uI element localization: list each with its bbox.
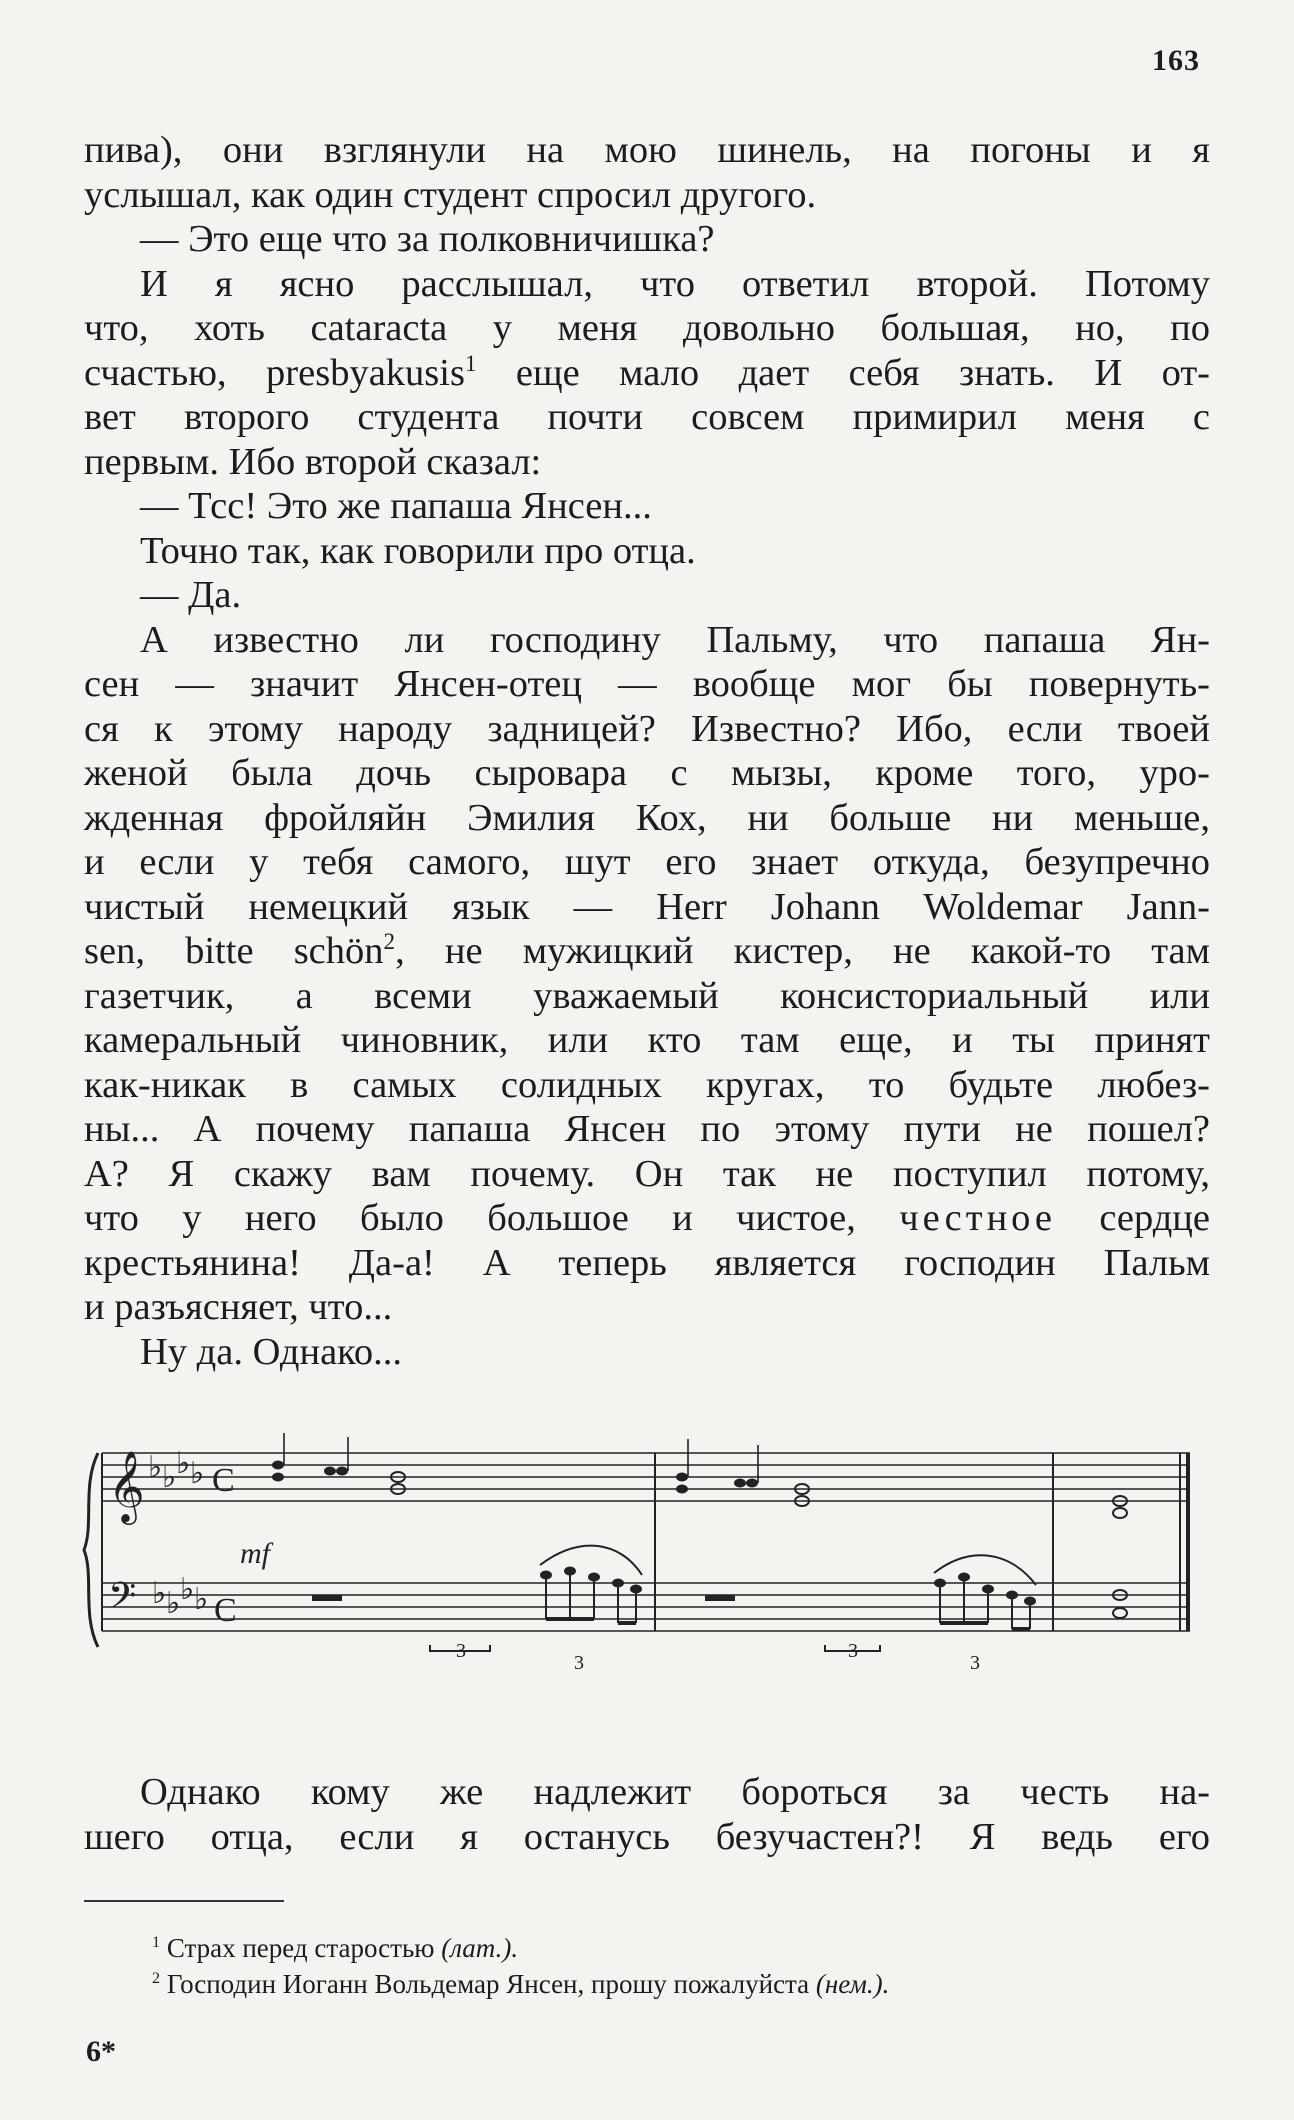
footnote-lang: (нем.). [815,1969,890,1999]
text-fragment: сердце [1055,1197,1210,1239]
svg-text:♭: ♭ [162,1460,177,1495]
text-line: женой была дочь сыровара с мызы, кроме того, уро- [84,752,1210,794]
text-line: ны... А почему папаша Янсен по этому пути не пошел? [84,1108,1210,1150]
svg-text:♭: ♭ [194,1582,209,1617]
chord-icon [272,1433,1127,1518]
text-fragment: еще мало дает себя знать. И от- [476,351,1210,394]
triplet-mark: 3 [970,1652,980,1674]
text-line: И я ясно расслышал, что ответил второй. Потому [140,262,1210,305]
page-number: 163 [1152,44,1200,77]
sheet-mark: 6* [86,2035,116,2068]
footnote-2 [84,1966,1210,2002]
text-fragment: sen, bitte schön [84,930,384,972]
text-line: Ну да. Однако... [140,1330,403,1373]
text-line: — Да. [140,574,242,616]
text-line: и разъясняет, что... [84,1286,393,1328]
svg-text:♭: ♭ [180,1572,195,1607]
footnote-ref: 2 [383,928,396,955]
text-line [84,1196,1210,1241]
text-line: А? Я скажу вам почему. Он так не поступил потому, [84,1152,1210,1195]
text-line: газетчик, а всеми уважаемый консисториальный или [84,974,1210,1017]
footnote-1 [84,1930,1210,1966]
text-line: крестьянина! Да-а! А теперь является господин Пальм [84,1241,1210,1284]
text-line [84,929,1210,974]
music-score [80,1425,1210,1695]
text-line: Точно так, как говорили про отца. [140,529,696,572]
note-icon [312,1567,1127,1619]
text-line: шего отца, если я останусь безучастен?! Я ведь его [84,1815,1210,1858]
footnotes [84,1930,1210,2002]
text-line: услышал, как один студент спросил другого. [84,173,817,216]
spaced-word: честное [899,1197,1056,1239]
text-line: жденная фройляйн Эмилия Кох, ни больше ни меньше, [84,796,1210,839]
text-line: первым. Ибо второй сказал: [84,440,542,483]
treble-clef-icon: 𝄞 [108,1449,145,1522]
brace-icon [84,1453,98,1647]
footnote-mark: 2 [152,1969,161,1987]
time-signature-icon: C [214,1592,237,1629]
key-signature-icon [148,1446,208,1621]
text-fragment: что у него было большое и чистое, [84,1197,856,1239]
svg-text:♭: ♭ [190,1456,205,1491]
text-line: А известно ли господину Пальму, что папаша Ян- [140,618,1210,661]
triplet-mark: 3 [456,1640,466,1662]
text-line: камеральный чиновник, или кто там еще, и ты принят [84,1019,1210,1061]
text-line: что, хоть cataracta у меня довольно большая, но, по [84,307,1210,349]
footnote-text: Господин Иоганн Вольдемар Янсен, прошу пожалуйста [166,1969,810,1999]
footnote-text: Страх перед старостью [166,1933,435,1963]
text-line: чистый немецкий язык — Herr Johann Woldemar Jann- [84,885,1210,928]
text-line: Однако кому же надлежит бороться за честь на- [140,1771,1210,1813]
svg-text:♭: ♭ [148,1450,163,1485]
text-line [84,351,1210,396]
svg-text:♭: ♭ [176,1446,191,1481]
text-line: и если у тебя самого, шут его знает откуда, безупречно [84,841,1210,883]
text-line: ся к этому народу задницей? Известно? Ибо, если твоей [84,707,1210,750]
bass-clef-icon: 𝄢 [108,1575,137,1626]
triplet-mark: 3 [574,1652,584,1674]
text-line: как-никак в самых солидных кругах, то будьте любез- [84,1063,1210,1106]
time-signature-icon: C [212,1462,235,1499]
triplet-mark: 3 [848,1640,858,1662]
footnote-mark: 1 [152,1933,161,1951]
svg-text:♭: ♭ [166,1586,181,1621]
dynamic-marking: mf [240,1537,270,1570]
text-line: вет второго студента почти совсем примирил меня с [84,396,1210,438]
footnote-ref: 1 [464,349,477,376]
text-line: пива), они взглянули на мою шинель, на погоны и я [84,129,1210,171]
text-line: сен — значит Янсен-отец — вообще мог бы повернуть- [84,663,1210,705]
main-text [84,128,1210,1374]
continued-text [84,1770,1210,1859]
svg-text:♭: ♭ [152,1576,167,1611]
footnote-lang: (лат.). [441,1933,519,1963]
text-fragment: , не мужицкий кистер, не какой-то там [395,930,1210,972]
text-line: — Это еще что за полковничишка? [140,218,715,260]
text-line: — Тсс! Это же папаша Янсен... [140,485,652,527]
footnote-divider [84,1900,284,1902]
text-fragment: счастью, presbyakusis [84,351,465,394]
